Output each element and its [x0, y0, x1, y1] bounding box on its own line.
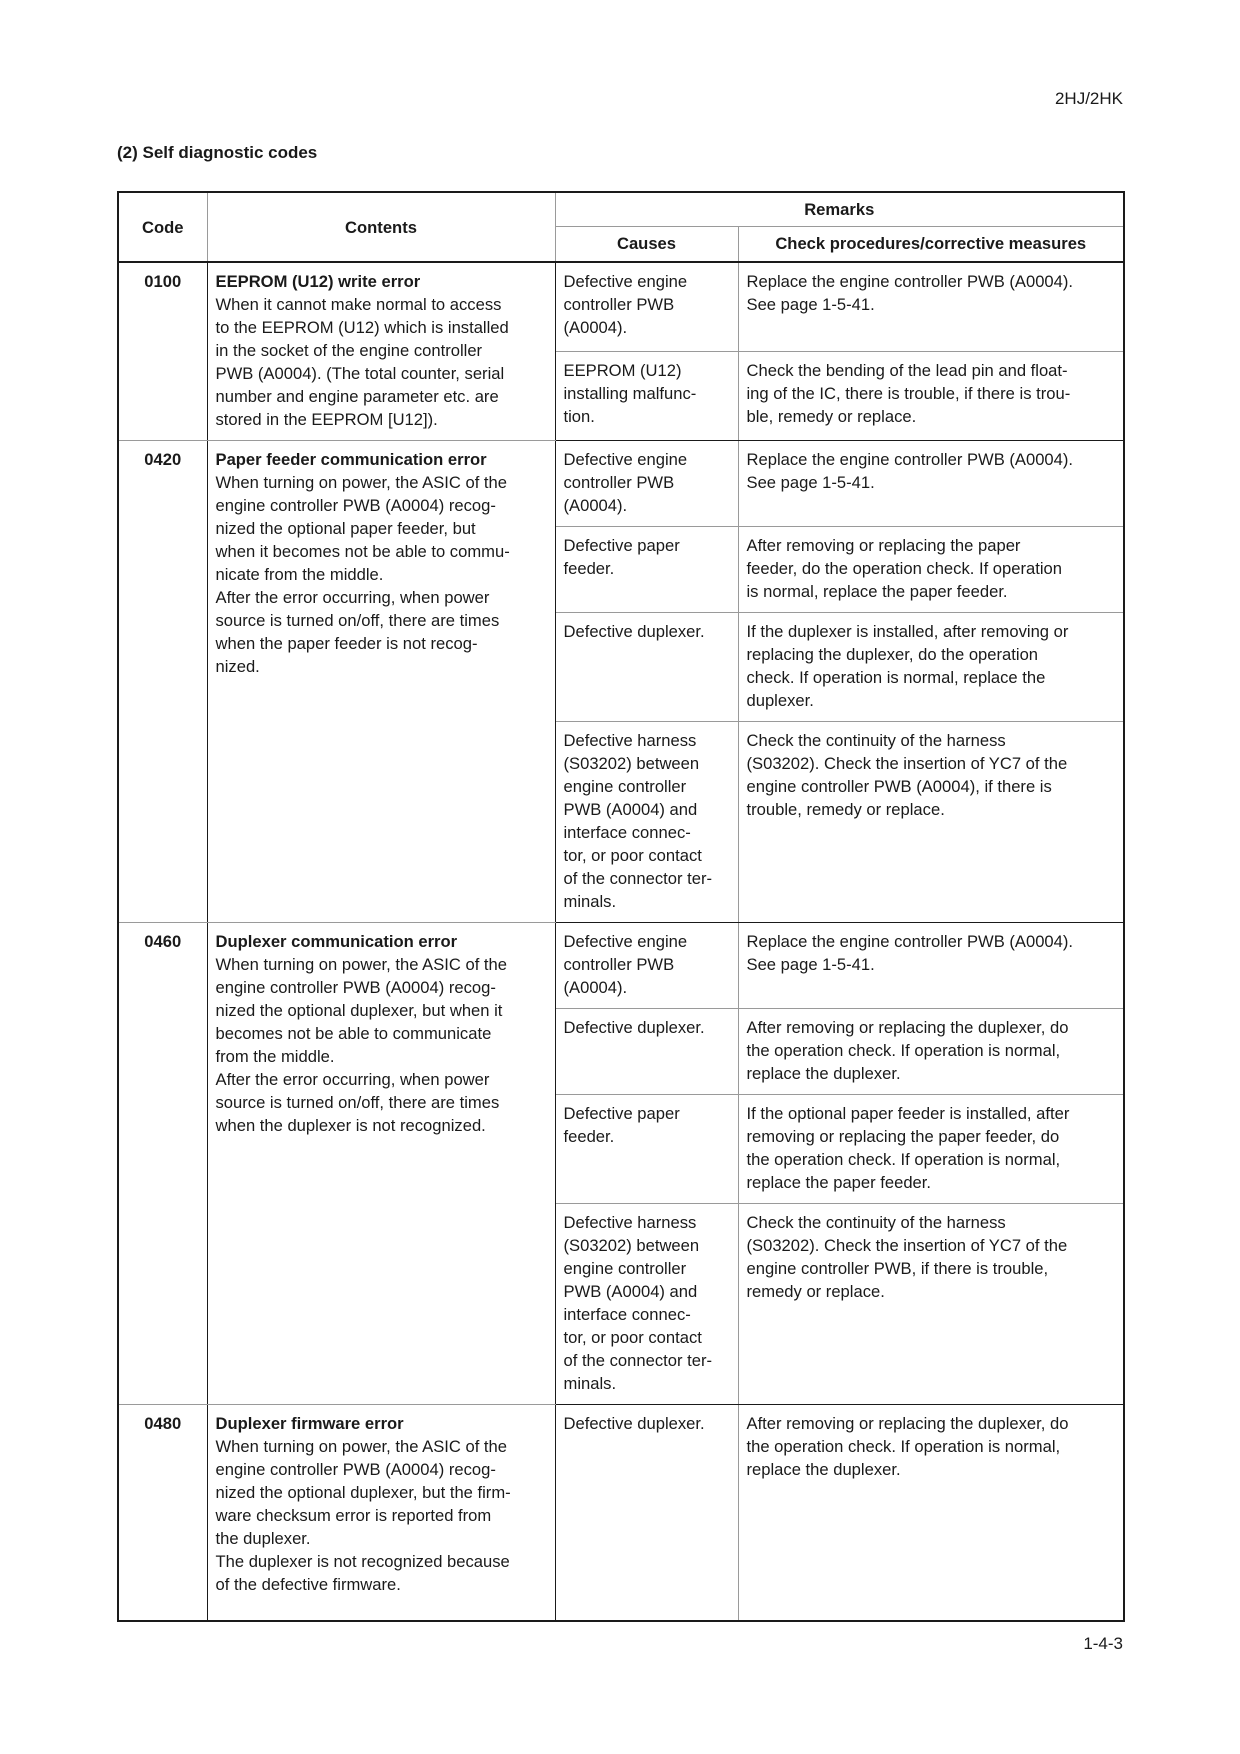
table-row [118, 923, 1124, 1009]
column-header-contents: Contents [207, 192, 555, 262]
error-contents [207, 1405, 555, 1621]
cause-cell [555, 262, 738, 352]
cause-text: Defective duplexer. [563, 622, 705, 641]
check-procedure-cell [738, 613, 1124, 722]
check-procedure-cell [738, 352, 1124, 441]
cause-text: Defective engine controller PWB (A0004). [563, 272, 688, 337]
error-contents [207, 441, 555, 923]
cause-text: EEPROM (U12) installing malfunc- tion. [563, 361, 697, 426]
check-procedure-text: After removing or replacing the duplexer, do the operation check. If operation is normal, replace the duplexer. [746, 1018, 1069, 1083]
error-description: When turning on power, the ASIC of the engine controller PWB (A0004) recog- nized the optional paper feeder, but when it becomes not be able to commu- nicate from the middle. After the error occurring, when power source is turned on/off, there are times when the paper feeder is not recog- nized. [215, 473, 510, 676]
check-procedure-cell [738, 1095, 1124, 1204]
check-procedure-cell [738, 262, 1124, 352]
check-procedure-text: Check the continuity of the harness (S03202). Check the insertion of YC7 of the engine controller PWB, if there is trouble, remedy or replace. [746, 1213, 1068, 1301]
error-code: 0460 [118, 923, 207, 1405]
check-procedure-cell [738, 1405, 1124, 1621]
cause-text: Defective engine controller PWB (A0004). [563, 932, 688, 997]
column-header-causes: Causes [555, 226, 738, 262]
model-number: 2HJ/2HK [1054, 89, 1123, 108]
error-contents [207, 923, 555, 1405]
table-row [118, 441, 1124, 527]
check-procedure-cell [738, 441, 1124, 527]
check-procedure-text: Check the bending of the lead pin and float- ing of the IC, there is trouble, if there is trou- ble, remedy or replace. [746, 361, 1071, 426]
cause-text: Defective harness (S03202) between engine controller PWB (A0004) and interface connec- tor, or poor contact of the connector ter- minals. [563, 1213, 713, 1393]
cause-text: Defective harness (S03202) between engine controller PWB (A0004) and interface connec- tor, or poor contact of the connector ter- minals. [563, 731, 713, 911]
error-code: 0480 [118, 1405, 207, 1621]
cause-cell [555, 1009, 738, 1095]
error-title: Paper feeder communication error [215, 450, 487, 469]
cause-cell [555, 1095, 738, 1204]
check-procedure-cell [738, 1204, 1124, 1405]
self-diagnostic-codes-table [117, 191, 1125, 1622]
cause-text: Defective paper feeder. [563, 1104, 680, 1146]
cause-cell [555, 1204, 738, 1405]
error-title: EEPROM (U12) write error [215, 272, 421, 291]
error-description: When turning on power, the ASIC of the engine controller PWB (A0004) recog- nized the optional duplexer, but the firm- ware checksum error is reported from the duplexer. The duplexer is not recognized because of the defective firmware. [215, 1437, 511, 1594]
cause-cell [555, 923, 738, 1009]
error-title: Duplexer firmware error [215, 1414, 404, 1433]
table-row [118, 262, 1124, 352]
cause-cell [555, 527, 738, 613]
cause-cell [555, 1405, 738, 1621]
error-description: When turning on power, the ASIC of the engine controller PWB (A0004) recog- nized the optional duplexer, but when it becomes not be able to communicate from the middle. After the error occurring, when power source is turned on/off, there are times when the duplexer is not recognized. [215, 955, 507, 1135]
check-procedure-cell [738, 1009, 1124, 1095]
table-body [118, 262, 1124, 1621]
check-procedure-text: After removing or replacing the paper feeder, do the operation check. If operation is normal, replace the paper feeder. [746, 536, 1062, 601]
column-header-remarks: Remarks [555, 192, 1124, 226]
error-contents [207, 262, 555, 441]
error-title: Duplexer communication error [215, 932, 458, 951]
check-procedure-text: Replace the engine controller PWB (A0004). See page 1-5-41. [746, 932, 1074, 974]
error-code: 0100 [118, 262, 207, 441]
cause-text: Defective duplexer. [563, 1018, 705, 1037]
check-procedure-cell [738, 923, 1124, 1009]
check-procedure-text: After removing or replacing the duplexer, do the operation check. If operation is normal, replace the duplexer. [746, 1414, 1069, 1479]
error-description: When it cannot make normal to access to the EEPROM (U12) which is installed in the socket of the engine controller PWB (A0004). (The total counter, serial number and engine parameter etc. are stored in the EEPROM [U12]). [215, 295, 509, 429]
cause-text: Defective duplexer. [563, 1414, 705, 1433]
cause-text: Defective engine controller PWB (A0004). [563, 450, 688, 515]
cause-cell [555, 613, 738, 722]
column-header-code: Code [118, 192, 207, 262]
error-code: 0420 [118, 441, 207, 923]
check-procedure-text: If the duplexer is installed, after removing or replacing the duplexer, do the operation check. If operation is normal, replace the duplexer. [746, 622, 1069, 710]
page-number: 1-4-3 [1083, 1634, 1123, 1653]
check-procedure-text: Replace the engine controller PWB (A0004). See page 1-5-41. [746, 272, 1074, 314]
check-procedure-text: Check the continuity of the harness (S03202). Check the insertion of YC7 of the engine controller PWB (A0004), if there is trouble, remedy or replace. [746, 731, 1068, 819]
check-procedure-text: If the optional paper feeder is installed, after removing or replacing the paper feeder, do the operation check. If operation is normal, replace the paper feeder. [746, 1104, 1070, 1192]
cause-cell [555, 722, 738, 923]
table-row [118, 1405, 1124, 1621]
cause-text: Defective paper feeder. [563, 536, 680, 578]
check-procedure-cell [738, 527, 1124, 613]
column-header-check: Check procedures/corrective measures [738, 226, 1124, 262]
check-procedure-text: Replace the engine controller PWB (A0004). See page 1-5-41. [746, 450, 1074, 492]
cause-cell [555, 352, 738, 441]
check-procedure-cell [738, 722, 1124, 923]
section-title: (2) Self diagnostic codes [117, 143, 318, 162]
cause-cell [555, 441, 738, 527]
